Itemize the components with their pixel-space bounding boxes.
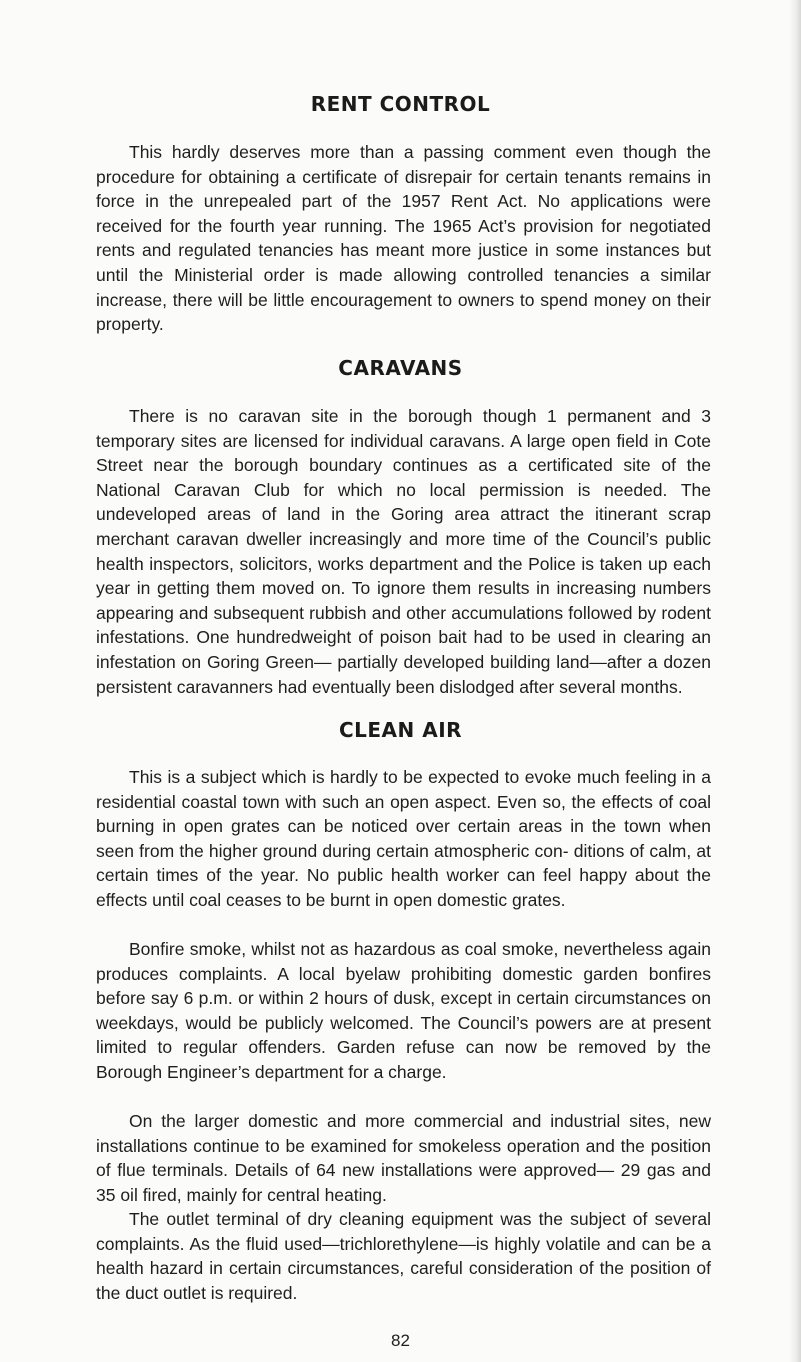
heading-clean-air: CLEAN AIR bbox=[338, 718, 463, 742]
page-number: 82 bbox=[391, 1331, 410, 1350]
paragraph-clean-air-installations: On the larger domestic and more commercial and industrial sites, new installations continue to be examined for smokeless operation and the position of flue terminals. Details of 64 new installations were approved— 29 gas and 35 oil fired, mainly for central heating. bbox=[96, 1111, 711, 1205]
page-edge-shadow bbox=[789, 0, 801, 1362]
paragraph-rent-control: This hardly deserves more than a passing comment even though the procedure for obtaining a certificate of disrepair for certain tenants remains in force in the unrepealed part of the 1957 Rent Act. No applications were received for the fourth year running. The 1965 Act’s provision for negotiated rents and regulated tenancies has meant more justice in some instances but until the Ministerial order is made allowing controlled tenancies a similar increase, there will be little encouragement to owners to spend money on their property. bbox=[96, 142, 711, 335]
paragraph-clean-air-bonfire: Bonfire smoke, whilst not as hazardous as coal smoke, nevertheless again produces complaints. A local byelaw prohibiting domestic garden bonfires before say 6 p.m. or within 2 hours of dusk, except in certain circumstances on weekdays, would be publicly welcomed. The Council’s powers are at present limited to regular offenders. Garden refuse can now be removed by the Borough Engineer’s department for a charge. bbox=[96, 939, 711, 1082]
paragraph-caravans: There is no caravan site in the borough though 1 permanent and 3 temporary sites are licensed for individual caravans. A large open field in Cote Street near the borough boundary continues as a certificated site of the National Caravan Club for which no local permission is needed. The undeveloped areas of land in the Goring area attract the itinerant scrap merchant caravan dweller increasingly and more time of the Council’s public health inspectors, solicitors, works department and the Police is taken up each year in getting them moved on. To ignore them results in increasing numbers appearing and subsequent rubbish and other accumulations followed by rodent infestations. One hundredweight of poison bait had to be used in clearing an infestation on Goring Green— partially developed building land—after a dozen persistent caravanners had eventually been dislodged after several months. bbox=[96, 406, 711, 697]
heading-rent-control: RENT CONTROL bbox=[310, 92, 491, 116]
heading-caravans: CARAVANS bbox=[338, 356, 463, 380]
paragraph-clean-air-dry-cleaning: The outlet terminal of dry cleaning equipment was the subject of several complaints. As the fluid used—trichlorethylene—is highly volatile and can be a health hazard in certain circumstances, careful consideration of the position of the duct outlet is required. bbox=[96, 1209, 711, 1303]
paragraph-clean-air-coal: This is a subject which is hardly to be expected to evoke much feeling in a residential coastal town with such an open aspect. Even so, the effects of coal burning in open grates can be noticed over certain areas in the town when seen from the higher ground during certain atmospheric con- ditions of calm, at certain times of the year. No public health worker can feel happy about the effects until coal ceases to be burnt in open domestic grates. bbox=[96, 767, 711, 910]
